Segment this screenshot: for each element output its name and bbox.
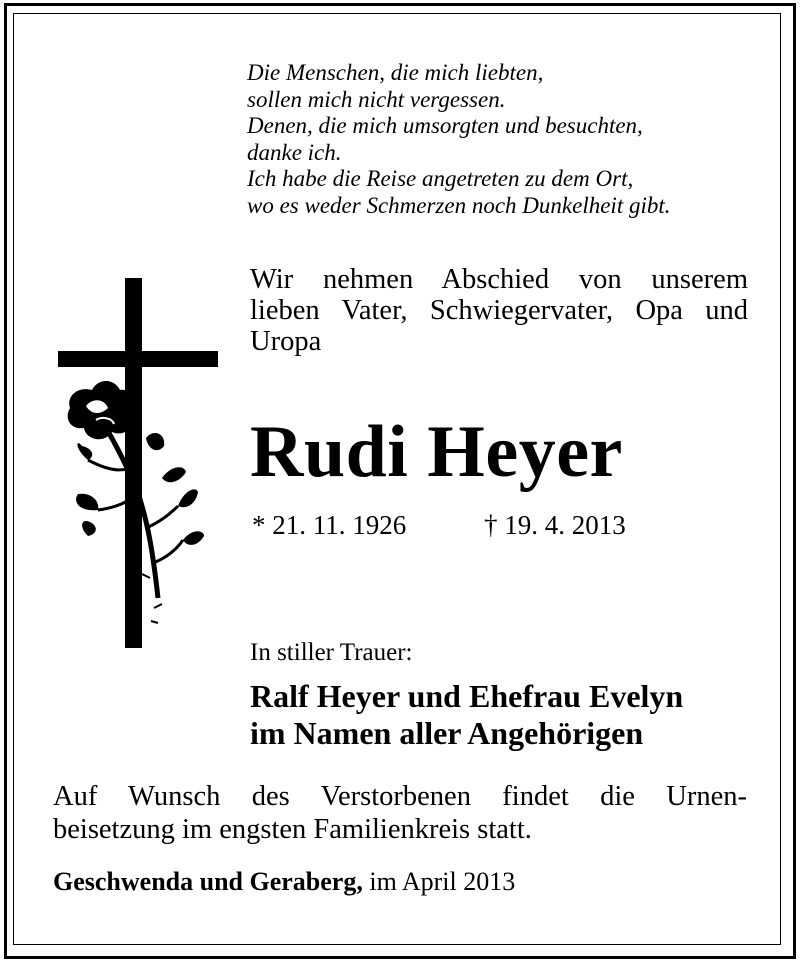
birth-date: * 21. 11. 1926 (252, 510, 407, 540)
place-and-date (53, 866, 515, 898)
cross-with-rose-icon (58, 278, 220, 650)
death-date: † 19. 4. 2013 (484, 510, 626, 540)
poem-line: sollen mich nicht vergessen. (247, 86, 506, 112)
poem-line: Denen, die mich umsorgten und besuchten, (247, 113, 643, 138)
burial-notice (53, 780, 747, 846)
intro-line: lieben Vater, Schwiegervater, Opa und (250, 295, 748, 326)
deceased-name: Rudi Heyer (250, 411, 623, 493)
notice-line: Auf Wunsch des Verstorbenen findet die Urnen- (53, 781, 747, 812)
family-names (250, 678, 683, 752)
notice-line: beisetzung im engsten Familienkreis statt. (53, 814, 532, 845)
family-line: Ralf Heyer und Ehefrau Evelyn (250, 678, 684, 714)
farewell-intro (250, 264, 748, 357)
poem-line: Ich habe die Reise angetreten zu dem Ort, (247, 166, 634, 191)
poem-line: danke ich. (247, 139, 342, 165)
mourning-label: In stiller Trauer: (250, 639, 413, 666)
family-line: im Namen aller Angehörigen (250, 715, 644, 751)
poem-line: Die Menschen, die mich liebten, (247, 60, 544, 85)
poem-line: wo es weder Schmerzen noch Dunkelheit gibt. (247, 192, 671, 218)
places: Geschwenda und Geraberg, (53, 867, 363, 896)
poem (247, 60, 767, 219)
intro-line: Uropa (250, 326, 322, 357)
life-dates (252, 509, 626, 541)
intro-line: Wir nehmen Abschied von unserem (250, 264, 748, 295)
date: im April 2013 (362, 867, 516, 896)
